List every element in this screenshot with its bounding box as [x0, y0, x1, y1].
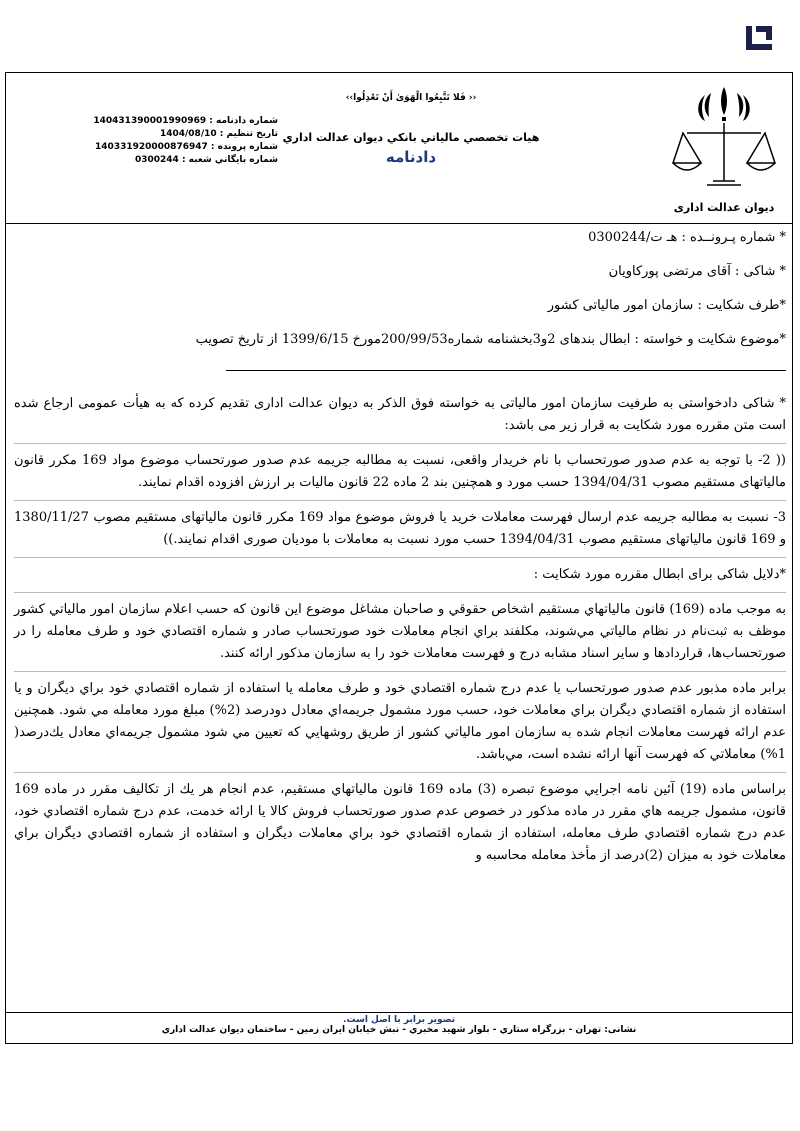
- meta-value: 140431390001990969: [93, 116, 207, 126]
- site-logo-icon: [744, 22, 774, 52]
- meta-case-number: [78, 141, 278, 154]
- document-header: [6, 73, 792, 224]
- board-name: هيات تخصصي مالياتي بانکي ديوان عدالت اداري: [282, 131, 540, 144]
- meta-value: 0300244: [134, 155, 179, 165]
- court-name: دیوان عدالت اداری: [673, 201, 775, 214]
- meta-label: شماره دادنامه :: [209, 116, 278, 126]
- paragraph-intro: * شاکی دادخواستی به طرفیت سازمان امور مالیاتی به خواسته فوق الذکر به دیوان عدالت اداری تقدیم کرده که به هیأت عمومی ارجاع شده است متن مقرره مورد شکایت به قرار زیر می باشد:: [14, 393, 786, 444]
- quran-verse: ‹‹فَلا تَتَّبِعُوا الْهَوَىٰ أَنْ تَعْدِلُوا ››: [345, 93, 477, 103]
- meta-label: شماره پرونده :: [210, 142, 278, 152]
- paragraph-article-169: به موجب ماده (169) قانون مالياتهاي مستقيم اشخاص حقوقي و صاحبان مشاغل موضوع اين قانون كه حسب اعلام سازمان امور مالياتي كشور موظف به ثبت‌نام در نظام مالياتي مي‌شوند، مكلفند براي انجام معاملات خود صورتحساب صادر و شماره اقتصادي خود و طرف معامله را در صورتحساب‌ها، قراردادها و ساير اسناد مشابه درج و فهرست معاملات خود را به سازمان مذكور ارائه كنند.: [14, 599, 786, 672]
- paragraph-penalties: برابر ماده مذبور عدم صدور صورتحساب يا عدم درج شماره اقتصادي خود و طرف معامله يا استفاده از شماره اقتصادي خود براي ديگران و يا استفاده از شماره اقتصادي ديگران براي معاملات خود، حسب مورد مشمول جريمه‌اي معادل دودرصد (2%) مبلغ مورد معامله مي شود. همچنين عدم ارائه فهرست معاملات انجام شده به سازمان امور مالياتي كشور از طريق روشهايي كه تعيين مي شود مشمول جريمه‌اي معادل يك‌درصد( 1%) معاملاتي كه فهرست آنها ارائه نشده است، مي‌باشد.: [14, 678, 786, 773]
- paragraph-article-19: براساس ماده (19) آئين نامه اجرايي موضوع تبصره (3) ماده 169 قانون مالياتهاي مستقيم، عدم انجام هر يك از تكاليف مقرر در ماده 169 قانون، مشمول جريمه هاي مقرر در ماده مذكور در خصوص عدم صدور صورتحساب فروش كالا يا ارائه خدمت، عدم درج شماره اقتصادي خود، عدم درج شماره اقتصادي طرف معامله، استفاده از شماره اقتصادي خود براي معاملات ديگران و استفاده از شماره اقتصادي ديگران براي معاملات خود به ميزان (2)درصد از مأخذ معامله محاسبه و: [14, 782, 786, 863]
- document-footer: [6, 1012, 792, 1043]
- paragraph-clause-2: (( 2- با توجه به عدم صدور صورتحساب با نام خریدار واقعی، نسبت به مطالبه جریمه عدم صدور صورتحساب موضوع مواد 169 مکرر قانون مالیاتهای مستقیم مصوب 1394/04/31 حسب مورد و همچنین بند 2 ماده 22 قانون مالیات بر ارزش افزوده اقدام نمایند.: [14, 450, 786, 501]
- court-emblem: [664, 81, 784, 221]
- defendant-field: *طرف شکایت : سازمان امور مالیاتی کشور: [547, 298, 786, 313]
- case-metadata: [78, 115, 278, 167]
- document-frame: [5, 72, 793, 1044]
- plaintiff-field: * شاکی : آقای مرتضی پورکاویان: [608, 264, 786, 279]
- meta-label: شماره بايگاني شعبه :: [181, 155, 278, 165]
- center-heading: [276, 93, 546, 166]
- subject-field: *موضوع شکایت و خواسته : ابطال بندهای 2و3بخشنامه شماره200/99/53مورخ 1399/6/15 از تاریخ تصویب: [195, 332, 786, 347]
- meta-archive-number: [78, 154, 278, 167]
- paragraph-reasons-heading: *دلایل شاکی برای ابطال مقرره مورد شکایت :: [14, 564, 786, 593]
- meta-value: 140331920000876947: [95, 142, 208, 152]
- section-divider: [226, 369, 786, 371]
- document-body: [14, 227, 786, 879]
- court-address: نشانی: تهران - بزرگراه ستاري - بلوار شهيد مخبري - نبش خيابان ايران زمين - ساختمان ديوان عدالت اداري: [161, 1025, 637, 1035]
- paragraph-clause-3: 3- نسبت به مطالبه جریمه عدم ارسال فهرست معاملات خرید یا فروش موضوع مواد 169 مکرر قانون مالیاتهای مستقیم مصوب 1380/11/27 و 169 قانون مالیاتهای مستقیم مصوب 1394/04/31 حسب مورد نسبت به معاملات با مودیان صوری اقدام نمایند.)): [14, 507, 786, 558]
- meta-label: تاريخ تنظيم :: [219, 129, 278, 139]
- scales-of-justice-icon: [669, 81, 779, 199]
- certified-copy-note: تصویر برابر با اصل است.: [343, 1015, 455, 1025]
- document-title: دادنامه: [385, 148, 437, 166]
- meta-date: [78, 128, 278, 141]
- case-number-field: * شماره پـرونــده : هـ ت/0300244: [588, 230, 786, 245]
- meta-value: 1404/08/10: [159, 129, 217, 139]
- meta-verdict-number: [78, 115, 278, 128]
